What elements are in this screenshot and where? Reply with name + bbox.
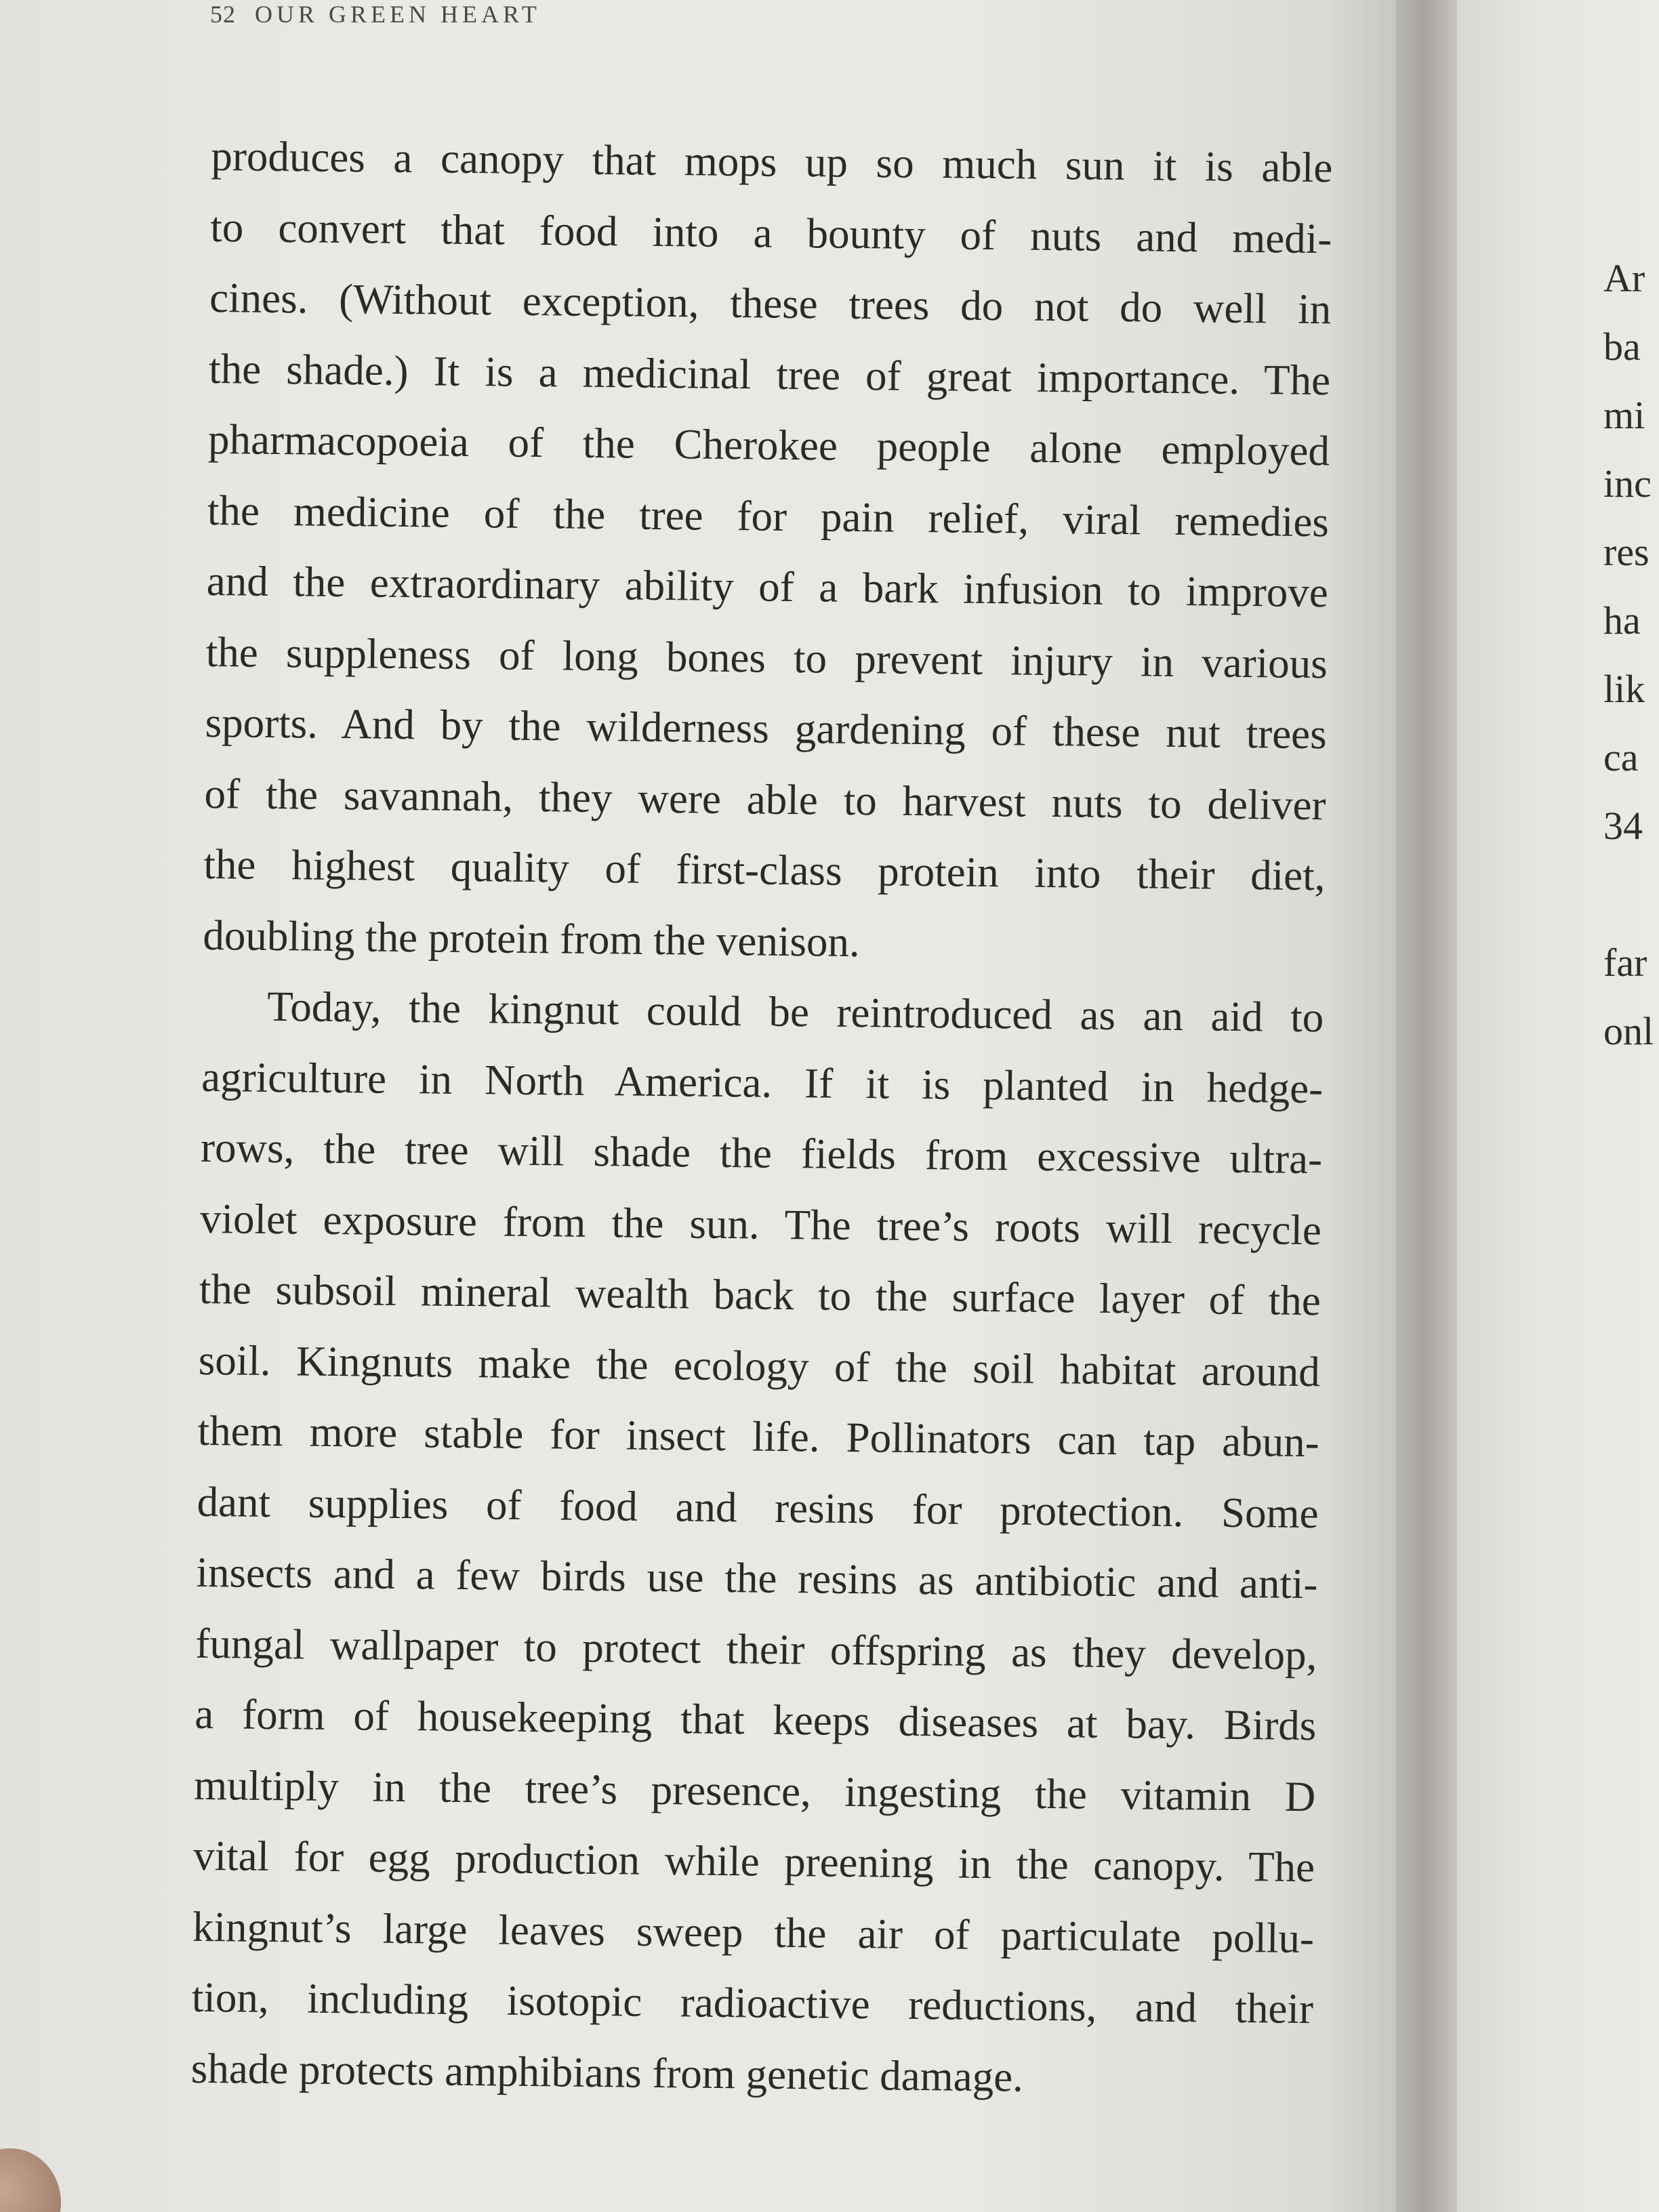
- running-title: OUR GREEN HEART: [255, 1, 541, 28]
- book-gutter: [1396, 0, 1457, 2212]
- facing-fragment: ha: [1603, 598, 1641, 642]
- text-line: fungal wallpaper to protect their offspring as they develop,: [195, 1619, 1317, 1679]
- facing-fragment: inc: [1603, 462, 1652, 506]
- facing-fragment: res: [1603, 530, 1650, 574]
- text-line: the subsoil mineral wealth back to the surface layer of the: [199, 1265, 1322, 1325]
- text-line: soil. Kingnuts make the ecology of the soil habitat around: [198, 1336, 1321, 1395]
- text-line: a form of housekeeping that keeps diseases at bay. Birds: [194, 1689, 1317, 1750]
- text-line: and the extraordinary ability of a bark infusion to improve: [206, 556, 1329, 617]
- text-line: the suppleness of long bones to prevent injury in various: [205, 628, 1328, 687]
- text-line: dant supplies of food and resins for protection. Some: [197, 1477, 1319, 1537]
- paragraph-2: [190, 970, 1324, 2115]
- text-line: violet exposure from the sun. The tree’s roots will recycle: [199, 1194, 1322, 1254]
- running-head: [210, 0, 541, 28]
- text-line: the shade.) It is a medicinal tree of great importance. The: [208, 344, 1331, 404]
- paragraph-1: [203, 121, 1333, 982]
- text-line: Today, the kingnut could be reintroduced as an aid to: [266, 982, 1324, 1042]
- text-line: tion, including isotopic radioactive reductions, and their: [191, 1973, 1314, 2033]
- facing-fragment: Ar: [1603, 256, 1645, 300]
- facing-fragment: ca: [1603, 735, 1639, 779]
- text-line: multiply in the tree’s presence, ingesting the vitamin D: [193, 1761, 1316, 1820]
- body-text: [190, 121, 1333, 2115]
- text-line: of the savannah, they were able to harvest nuts to deliver: [204, 769, 1326, 829]
- facing-fragment: ba: [1603, 325, 1641, 369]
- facing-fragment: lik: [1603, 667, 1645, 711]
- text-line: vital for egg production while preening in the canopy. The: [192, 1831, 1315, 1891]
- text-line: pharmacopoeia of the Cherokee people alone employed: [207, 415, 1330, 475]
- facing-fragment: onl: [1603, 1009, 1654, 1053]
- text-line: the medicine of the tree for pain relief, viral remedies: [207, 486, 1330, 546]
- facing-fragment: mi: [1603, 393, 1645, 437]
- text-line: sports. And by the wilderness gardening of these nut trees: [205, 698, 1327, 758]
- text-line: kingnut’s large leaves sweep the air of particulate pollu-: [192, 1902, 1315, 1962]
- blank-line: [1603, 860, 1654, 928]
- text-line: them more stable for insect life. Pollinators can tap abun-: [197, 1406, 1320, 1467]
- facing-fragment: far: [1603, 941, 1647, 985]
- text-line: rows, the tree will shade the fields from excessive ultra-: [200, 1123, 1323, 1183]
- text-line: insects and a few birds use the resins as antibiotic and anti-: [196, 1548, 1318, 1608]
- text-line: cines. (Without exception, these trees do not do well in: [209, 273, 1332, 333]
- text-line: the highest quality of first-class protein into their diet,: [203, 840, 1326, 900]
- facing-page-text: [1603, 244, 1654, 1065]
- text-line: to convert that food into a bounty of nuts and medi-: [209, 203, 1332, 262]
- page-number: 52: [210, 1, 236, 28]
- facing-fragment: 34: [1603, 804, 1643, 848]
- text-line: produces a canopy that mops up so much sun it is able: [211, 131, 1333, 192]
- text-line: doubling the protein from the venison.: [203, 911, 861, 966]
- text-line: shade protects amphibians from genetic damage.: [190, 2044, 1024, 2101]
- facing-page: [1457, 0, 1659, 2212]
- text-line: agriculture in North America. If it is planted in hedge-: [201, 1052, 1324, 1112]
